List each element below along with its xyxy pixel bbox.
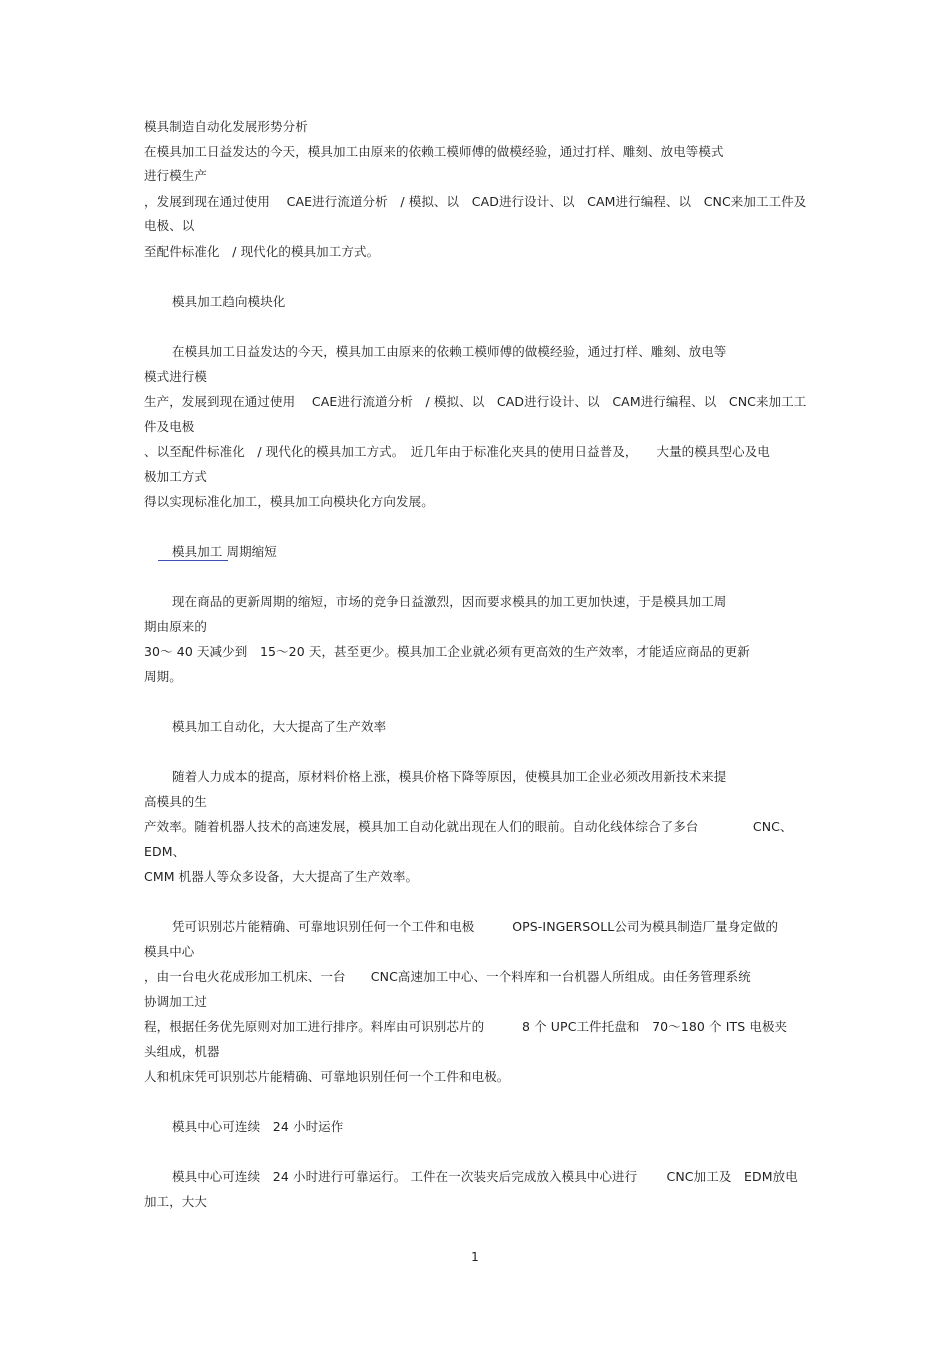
section-heading: 模具加工 周期缩短 (172, 544, 277, 559)
section-heading: 模具加工自动化，大大提高了生产效率 (172, 719, 387, 734)
paragraph-line: 进行模生产 (144, 168, 208, 183)
paragraph-line: 程，根据任务优先原则对加工进行排序。料库由可识别芯片的 8 个 UPC工件托盘和 70～180 个 ITS 电极夹 (144, 1019, 788, 1034)
paragraph-line: 在模具加工日益发达的今天，模具加工由原来的依赖工模师傅的做模经验，通过打样、雕刻、放电等模式 (144, 144, 724, 159)
paragraph-line: 高模具的生 (144, 794, 208, 809)
paragraph-line: 模具中心 (144, 944, 195, 959)
heading-underline (158, 560, 228, 561)
paragraph-line: CMM 机器人等众多设备，大大提高了生产效率。 (144, 869, 419, 884)
paragraph-line: ，由一台电火花成形加工机床、一台 CNC高速加工中心、一个料库和一台机器人所组成。由任务管理系统 (144, 969, 751, 984)
paragraph-line: 随着人力成本的提高，原材料价格上涨，模具价格下降等原因，使模具加工企业必须改用新技术来提 (172, 769, 727, 784)
section-heading: 模具中心可连续 24 小时运作 (172, 1119, 344, 1134)
document-title: 模具制造自动化发展形势分析 (144, 119, 308, 134)
paragraph-line: 30～ 40 天减少到 15～20 天，甚至更少。模具加工企业就必须有更高效的生产效率，才能适应商品的更新 (144, 644, 750, 659)
paragraph-line: 现在商品的更新周期的缩短，市场的竞争日益激烈，因而要求模具的加工更加快速，于是模具加工周 (172, 594, 727, 609)
paragraph-line: 件及电极 (144, 419, 195, 434)
paragraph-line: 凭可识别芯片能精确、可靠地识别任何一个工件和电极 OPS-INGERSOLL公司为模具制造厂量身定做的 (172, 919, 779, 934)
paragraph-line: 加工，大大 (144, 1194, 208, 1209)
paragraph-line: 产效率。随着机器人技术的高速发展，模具加工自动化就出现在人们的眼前。自动化线体综合了多台 CNC、 (144, 819, 793, 834)
paragraph-line: 在模具加工日益发达的今天，模具加工由原来的依赖工模师傅的做模经验，通过打样、雕刻、放电等 (172, 344, 727, 359)
paragraph-line: ，发展到现在通过使用 CAE进行流道分析 / 模拟、以 CAD进行设计、以 CAM进行编程、以 CNC来加工工件及 (144, 194, 807, 209)
paragraph-line: 生产，发展到现在通过使用 CAE进行流道分析 / 模拟、以 CAD进行设计、以 CAM进行编程、以 CNC来加工工 (144, 394, 807, 409)
paragraph-line: 、以至配件标准化 / 现代化的模具加工方式。 近几年由于标准化夹具的使用日益普及， 大量的模具型心及电 (144, 444, 770, 459)
paragraph-line: 周期。 (144, 669, 182, 684)
paragraph-line: 期由原来的 (144, 619, 208, 634)
paragraph-line: 模式进行模 (144, 369, 208, 384)
paragraph-line: 得以实现标准化加工，模具加工向模块化方向发展。 (144, 494, 434, 509)
paragraph-line: 人和机床凭可识别芯片能精确、可靠地识别任何一个工件和电极。 (144, 1069, 510, 1084)
paragraph-line: EDM、 (144, 844, 186, 859)
section-heading: 模具加工趋向模块化 (172, 294, 286, 309)
paragraph-line: 模具中心可连续 24 小时进行可靠运行。 工件在一次装夹后完成放入模具中心进行 CNC加工及 EDM放电 (172, 1169, 798, 1184)
paragraph-line: 协调加工过 (144, 994, 208, 1009)
paragraph-line: 电极、以 (144, 218, 195, 233)
paragraph-line: 至配件标准化 / 现代化的模具加工方式。 (144, 244, 380, 259)
paragraph-line: 极加工方式 (144, 469, 208, 484)
paragraph-line: 头组成，机器 (144, 1044, 220, 1059)
page-number: 1 (471, 1250, 479, 1264)
